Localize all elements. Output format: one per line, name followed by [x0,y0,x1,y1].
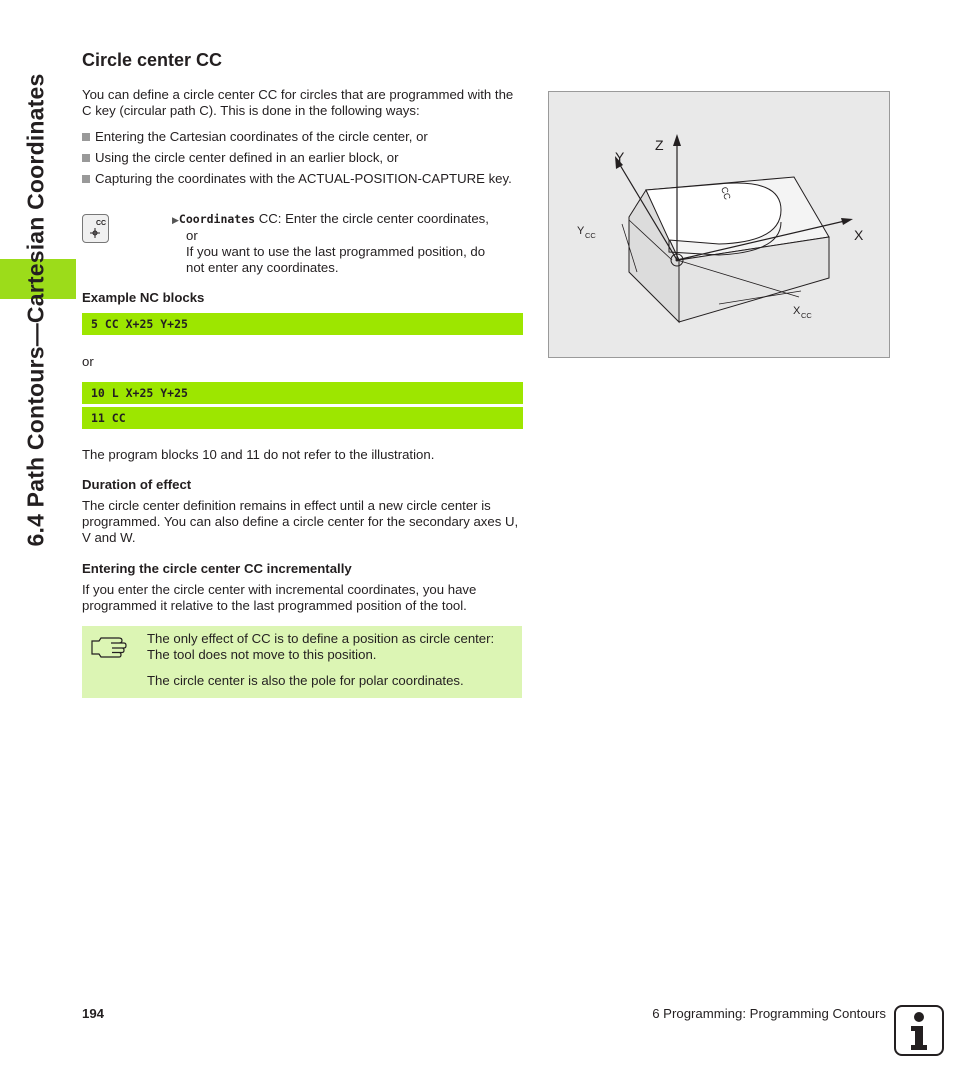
pointing-hand-icon [91,636,127,658]
example-heading: Example NC blocks [82,290,205,305]
list-item: Using the circle center defined in an earlier block, or [82,150,524,166]
nc-block: 10 L X+25 Y+25 [82,382,523,404]
list-item: Entering the Cartesian coordinates of the circle center, or [82,129,524,145]
incremental-paragraph: If you enter the circle center with incremental coordinates, you have programmed it relative to the last programmed position of the tool. [82,582,477,613]
ycc-subscript: CC [585,231,596,240]
softkey-keyword: Coordinates [178,212,256,226]
z-axis-label: Z [655,137,664,153]
x-axis-label: X [854,227,864,243]
ycc-label: Y [577,225,585,237]
note-box [82,626,522,698]
arrow-right-icon: ▶ [172,215,179,225]
note-paragraph: The circle center is also the pole for polar coordinates. [147,673,464,688]
incremental-heading: Entering the circle center CC incrementally [82,561,352,576]
program-note: The program blocks 10 and 11 do not refer to the illustration. [82,447,435,462]
info-icon[interactable] [894,1005,944,1056]
nc-block: 11 CC [82,407,523,429]
cc-softkey-icon[interactable] [82,214,109,243]
workpiece-diagram [549,92,889,357]
duration-heading: Duration of effect [82,477,192,492]
softkey-description: ▶Coordinates CC: Enter the circle center coordinates, or If you want to use the last programmed position, do not enter any coordinates. [172,211,489,275]
circle-center-illustration [548,91,890,358]
or-text: or [82,354,94,369]
page-heading: Circle center CC [82,50,223,70]
cc-label: CC [719,185,733,201]
intro-paragraph: You can define a circle center CC for circles that are programmed with the C key (circular path C). This is done in the following ways: [82,87,514,118]
chapter-footer: 6 Programming: Programming Contours [652,1006,886,1021]
page-number: 194 [82,1006,105,1021]
method-list [82,129,524,187]
y-axis-label: Y [615,149,625,165]
section-side-title: 6.4 Path Contours—Cartesian Coordinates [22,73,48,547]
xcc-label: X [793,305,801,317]
note-paragraph: The only effect of CC is to define a position as circle center: The tool does not move to this position. [147,631,495,662]
nc-block: 5 CC X+25 Y+25 [82,313,523,335]
duration-paragraph: The circle center definition remains in effect until a new circle center is programmed. You can also define a circle center for the secondary axes U, V and W. [82,498,519,545]
softkey-label: CC [96,220,107,227]
list-item: Capturing the coordinates with the ACTUAL-POSITION-CAPTURE key. [82,171,524,187]
xcc-subscript: CC [801,311,812,320]
